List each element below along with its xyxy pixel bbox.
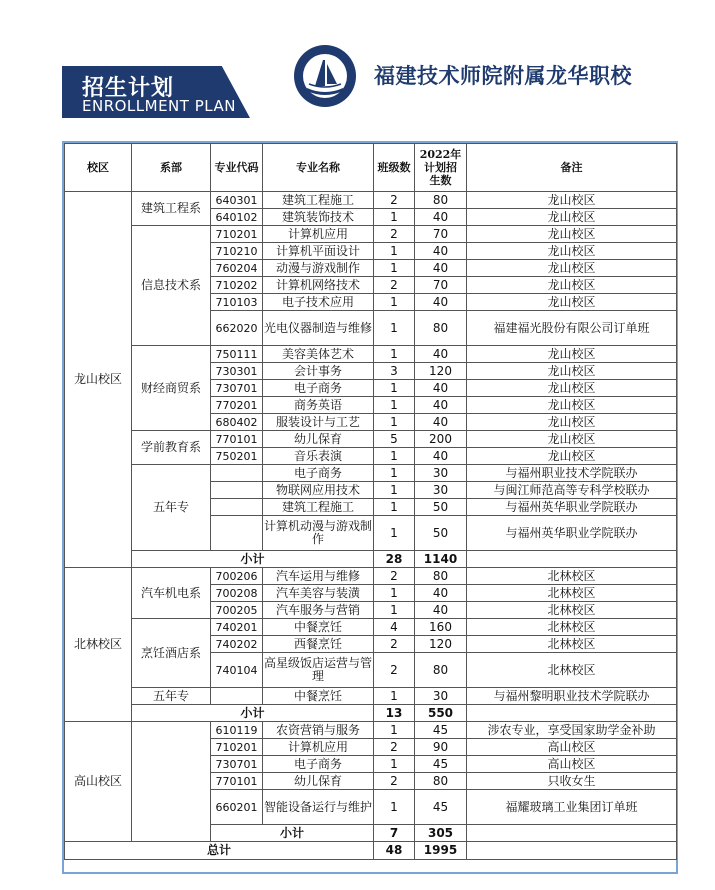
classes-cell: 1 [374,380,415,397]
name-cell: 电子技术应用 [263,294,374,311]
note-cell: 北林校区 [467,602,677,619]
subtotal-plan: 1140 [415,551,467,568]
plan-cell: 40 [415,414,467,431]
subtotal-row [65,551,677,568]
name-cell: 幼儿保育 [263,431,374,448]
name-cell: 电子商务 [263,380,374,397]
plan-cell: 80 [415,192,467,209]
classes-cell: 5 [374,431,415,448]
code-cell: 750201 [211,448,263,465]
note-cell: 涉农专业，享受国家助学金补助 [467,722,677,739]
name-cell: 美容美体艺术 [263,346,374,363]
note-cell: 龙山校区 [467,448,677,465]
plan-cell: 40 [415,397,467,414]
dept-cell: 五年专 [132,688,211,705]
dept-cell: 汽车机电系 [132,568,211,619]
plan-cell: 70 [415,226,467,243]
name-cell: 建筑工程施工 [263,499,374,516]
header-name: 专业名称 [263,144,374,192]
code-cell: 610119 [211,722,263,739]
plan-cell: 40 [415,260,467,277]
table-row [65,192,677,209]
code-cell [211,499,263,516]
classes-cell: 2 [374,739,415,756]
school-name: 福建技术师院附属龙华职校 [374,64,632,88]
note-cell: 高山校区 [467,756,677,773]
name-cell: 汽车运用与维修 [263,568,374,585]
enrollment-plan-banner [62,66,250,118]
note-cell: 与闽江师范高等专科学校联办 [467,482,677,499]
classes-cell: 1 [374,465,415,482]
name-cell: 计算机平面设计 [263,243,374,260]
table-row [65,619,677,636]
note-cell: 龙山校区 [467,209,677,226]
code-cell: 710210 [211,243,263,260]
name-cell: 西餐烹饪 [263,636,374,653]
classes-cell: 1 [374,482,415,499]
name-cell: 电子商务 [263,756,374,773]
name-cell: 物联网应用技术 [263,482,374,499]
subtotal-note [467,705,677,722]
name-cell: 会计事务 [263,363,374,380]
header-code: 专业代码 [211,144,263,192]
classes-cell: 1 [374,585,415,602]
banner-subtitle: ENROLLMENT PLAN [82,97,236,115]
plan-cell: 30 [415,482,467,499]
subtotal-note [467,551,677,568]
classes-cell: 1 [374,397,415,414]
code-cell: 660201 [211,790,263,825]
campus-cell: 高山校区 [65,722,132,842]
name-cell: 计算机网络技术 [263,277,374,294]
plan-cell: 40 [415,380,467,397]
plan-cell: 45 [415,756,467,773]
dept-cell: 烹饪酒店系 [132,619,211,688]
plan-cell: 120 [415,636,467,653]
classes-cell: 1 [374,790,415,825]
note-cell: 龙山校区 [467,243,677,260]
classes-cell: 1 [374,448,415,465]
table-row [65,722,677,739]
subtotal-classes: 28 [374,551,415,568]
plan-cell: 120 [415,363,467,380]
note-cell: 北林校区 [467,568,677,585]
classes-cell: 1 [374,311,415,346]
classes-cell: 1 [374,688,415,705]
code-cell [211,516,263,551]
plan-cell: 70 [415,277,467,294]
name-cell: 汽车美容与装潢 [263,585,374,602]
school-logo-icon [293,44,357,108]
subtotal-row [65,705,677,722]
header-classes: 班级数 [374,144,415,192]
subtotal-plan: 305 [415,825,467,842]
subtotal-classes: 7 [374,825,415,842]
classes-cell: 1 [374,209,415,226]
plan-cell: 40 [415,346,467,363]
code-cell [211,465,263,482]
note-cell: 北林校区 [467,619,677,636]
code-cell: 662020 [211,311,263,346]
name-cell: 中餐烹饪 [263,619,374,636]
note-cell: 龙山校区 [467,414,677,431]
code-cell [211,688,263,705]
header-plan-line2: 计划招 [424,161,457,174]
note-cell: 龙山校区 [467,363,677,380]
dept-cell: 五年专 [132,465,211,551]
note-cell: 龙山校区 [467,226,677,243]
plan-cell: 40 [415,448,467,465]
dept-cell: 学前教育系 [132,431,211,465]
plan-cell: 30 [415,465,467,482]
classes-cell: 2 [374,192,415,209]
classes-cell: 2 [374,277,415,294]
note-cell: 福耀玻璃工业集团订单班 [467,790,677,825]
note-cell: 龙山校区 [467,380,677,397]
note-cell: 龙山校区 [467,260,677,277]
name-cell: 汽车服务与营销 [263,602,374,619]
banner-title: 招生计划 [82,76,175,101]
name-cell: 中餐烹饪 [263,688,374,705]
code-cell: 730701 [211,380,263,397]
note-cell: 与福州英华职业学院联办 [467,499,677,516]
note-cell: 北林校区 [467,653,677,688]
note-cell: 龙山校区 [467,397,677,414]
subtotal-plan: 550 [415,705,467,722]
name-cell: 建筑装饰技术 [263,209,374,226]
plan-cell: 40 [415,602,467,619]
code-cell: 710202 [211,277,263,294]
enrollment-table-frame [62,141,678,874]
code-cell: 710201 [211,226,263,243]
plan-cell: 30 [415,688,467,705]
name-cell: 光电仪器制造与维修 [263,311,374,346]
subtotal-label: 小计 [211,825,374,842]
classes-cell: 1 [374,516,415,551]
classes-cell: 4 [374,619,415,636]
code-cell: 700208 [211,585,263,602]
classes-cell: 2 [374,773,415,790]
plan-cell: 200 [415,431,467,448]
code-cell: 770101 [211,773,263,790]
table-header-row [65,144,677,192]
plan-cell: 80 [415,311,467,346]
table-row [65,346,677,363]
dept-cell: 财经商贸系 [132,346,211,431]
code-cell: 740202 [211,636,263,653]
plan-cell: 50 [415,499,467,516]
note-cell: 北林校区 [467,585,677,602]
note-cell: 高山校区 [467,739,677,756]
code-cell: 770101 [211,431,263,448]
code-cell: 740201 [211,619,263,636]
header-note: 备注 [467,144,677,192]
table-row [65,568,677,585]
table-row [65,431,677,448]
code-cell: 640301 [211,192,263,209]
plan-cell: 40 [415,243,467,260]
note-cell: 福建福光股份有限公司订单班 [467,311,677,346]
plan-cell: 80 [415,568,467,585]
plan-cell: 160 [415,619,467,636]
total-plan: 1995 [415,842,467,860]
header-plan-line1: 2022年 [419,148,462,161]
note-cell: 龙山校区 [467,346,677,363]
name-cell: 计算机应用 [263,226,374,243]
name-cell: 电子商务 [263,465,374,482]
campus-cell: 龙山校区 [65,192,132,568]
plan-cell: 40 [415,585,467,602]
classes-cell: 1 [374,260,415,277]
note-cell: 与福州职业技术学院联办 [467,465,677,482]
name-cell: 服装设计与工艺 [263,414,374,431]
classes-cell: 1 [374,722,415,739]
note-cell: 与福州黎明职业技术学院联办 [467,688,677,705]
subtotal-label: 小计 [132,705,374,722]
name-cell: 计算机应用 [263,739,374,756]
plan-cell: 40 [415,209,467,226]
header-plan [415,144,467,192]
code-cell [211,482,263,499]
code-cell: 710103 [211,294,263,311]
classes-cell: 2 [374,226,415,243]
code-cell: 770201 [211,397,263,414]
note-cell: 北林校区 [467,636,677,653]
note-cell: 龙山校区 [467,431,677,448]
table-row [65,226,677,243]
plan-cell: 45 [415,722,467,739]
dept-cell: 信息技术系 [132,226,211,346]
note-cell: 龙山校区 [467,277,677,294]
total-classes: 48 [374,842,415,860]
name-cell: 高星级饭店运营与管理 [263,653,374,688]
name-cell: 幼儿保育 [263,773,374,790]
name-cell: 计算机动漫与游戏制作 [263,516,374,551]
plan-cell: 50 [415,516,467,551]
classes-cell: 1 [374,243,415,260]
classes-cell: 1 [374,414,415,431]
table-row [65,688,677,705]
code-cell: 740104 [211,653,263,688]
code-cell: 700205 [211,602,263,619]
subtotal-note [467,825,677,842]
code-cell: 680402 [211,414,263,431]
plan-cell: 80 [415,773,467,790]
name-cell: 音乐表演 [263,448,374,465]
header-dept: 系部 [132,144,211,192]
code-cell: 760204 [211,260,263,277]
code-cell: 700206 [211,568,263,585]
name-cell: 农资营销与服务 [263,722,374,739]
plan-cell: 40 [415,294,467,311]
classes-cell: 1 [374,602,415,619]
name-cell: 智能设备运行与维护 [263,790,374,825]
classes-cell: 1 [374,499,415,516]
header-plan-line3: 生数 [429,174,452,187]
table-row [65,465,677,482]
classes-cell: 3 [374,363,415,380]
campus-cell: 北林校区 [65,568,132,722]
code-cell: 730701 [211,756,263,773]
classes-cell: 1 [374,756,415,773]
note-cell: 龙山校区 [467,294,677,311]
code-cell: 710201 [211,739,263,756]
dept-cell: 建筑工程系 [132,192,211,226]
note-cell: 与福州英华职业学院联办 [467,516,677,551]
name-cell: 商务英语 [263,397,374,414]
dept-cell-empty [132,722,211,842]
subtotal-label: 小计 [132,551,374,568]
classes-cell: 2 [374,568,415,585]
code-cell: 640102 [211,209,263,226]
classes-cell: 1 [374,346,415,363]
total-row [65,842,677,860]
plan-cell: 80 [415,653,467,688]
code-cell: 750111 [211,346,263,363]
header-campus: 校区 [65,144,132,192]
enrollment-table [64,143,677,860]
plan-cell: 45 [415,790,467,825]
name-cell: 建筑工程施工 [263,192,374,209]
note-cell: 龙山校区 [467,192,677,209]
name-cell: 动漫与游戏制作 [263,260,374,277]
classes-cell: 1 [374,294,415,311]
note-cell: 只收女生 [467,773,677,790]
plan-cell: 90 [415,739,467,756]
total-label: 总计 [65,842,374,860]
total-note [467,842,677,860]
code-cell: 730301 [211,363,263,380]
classes-cell: 2 [374,636,415,653]
subtotal-classes: 13 [374,705,415,722]
classes-cell: 2 [374,653,415,688]
